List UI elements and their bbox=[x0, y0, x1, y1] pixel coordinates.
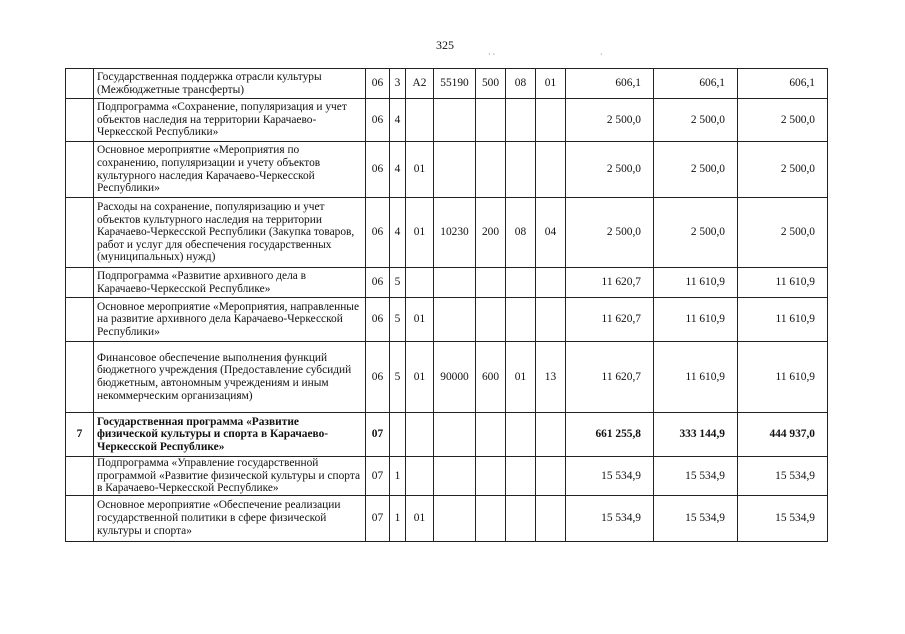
cell-code-5: 500 bbox=[476, 69, 506, 99]
cell-amount-1: 15 534,9 bbox=[566, 495, 654, 541]
cell-amount-3: 11 610,9 bbox=[738, 342, 828, 413]
cell-code-7: 13 bbox=[536, 342, 566, 413]
table-row bbox=[66, 495, 828, 541]
cell-amount-2: 333 144,9 bbox=[654, 413, 738, 457]
cell-code-7 bbox=[536, 457, 566, 496]
table-row bbox=[66, 268, 828, 298]
cell-code-5 bbox=[476, 413, 506, 457]
cell-code-4 bbox=[434, 413, 476, 457]
cell-code-1: 07 bbox=[366, 495, 390, 541]
cell-item-name: Основное мероприятие «Мероприятия по сохранению, популяризации и учету объектов культурного наследия Карачаево-Черкесской Республики» bbox=[94, 142, 366, 198]
cell-code-2: 4 bbox=[390, 99, 406, 142]
cell-code-6: 08 bbox=[506, 69, 536, 99]
cell-amount-1: 11 620,7 bbox=[566, 342, 654, 413]
cell-code-5 bbox=[476, 495, 506, 541]
cell-code-5: 600 bbox=[476, 342, 506, 413]
cell-amount-3: 15 534,9 bbox=[738, 457, 828, 496]
cell-code-4 bbox=[434, 457, 476, 496]
cell-code-1: 06 bbox=[366, 198, 390, 268]
cell-code-5 bbox=[476, 99, 506, 142]
cell-code-2: 5 bbox=[390, 298, 406, 342]
cell-number bbox=[66, 342, 94, 413]
table-row bbox=[66, 69, 828, 99]
cell-amount-2: 2 500,0 bbox=[654, 198, 738, 268]
cell-code-3 bbox=[406, 413, 434, 457]
cell-code-5 bbox=[476, 142, 506, 198]
cell-number bbox=[66, 198, 94, 268]
table-row bbox=[66, 142, 828, 198]
cell-amount-3: 2 500,0 bbox=[738, 142, 828, 198]
cell-number bbox=[66, 268, 94, 298]
cell-code-6 bbox=[506, 298, 536, 342]
cell-item-name: Государственная программа «Развитие физической культуры и спорта в Карачаево-Черкесской Республике» bbox=[94, 413, 366, 457]
cell-code-3: 01 bbox=[406, 342, 434, 413]
cell-amount-2: 15 534,9 bbox=[654, 457, 738, 496]
cell-amount-1: 606,1 bbox=[566, 69, 654, 99]
budget-table bbox=[65, 68, 828, 542]
cell-code-6: 01 bbox=[506, 342, 536, 413]
cell-amount-2: 2 500,0 bbox=[654, 142, 738, 198]
cell-code-3 bbox=[406, 99, 434, 142]
cell-code-6 bbox=[506, 268, 536, 298]
cell-amount-2: 11 610,9 bbox=[654, 298, 738, 342]
cell-code-3: 01 bbox=[406, 142, 434, 198]
cell-code-3 bbox=[406, 268, 434, 298]
cell-code-4: 10230 bbox=[434, 198, 476, 268]
cell-number: 7 bbox=[66, 413, 94, 457]
cell-item-name: Государственная поддержка отрасли культуры (Межбюджетные трансферты) bbox=[94, 69, 366, 99]
cell-item-name: Финансовое обеспечение выполнения функций бюджетного учреждения (Предоставление субсидий бюджетным, автономным учреждениям и иным некоммерческим организациям) bbox=[94, 342, 366, 413]
cell-number bbox=[66, 495, 94, 541]
cell-code-7: 01 bbox=[536, 69, 566, 99]
cell-code-6 bbox=[506, 99, 536, 142]
cell-item-name: Основное мероприятие «Мероприятия, направленные на развитие архивного дела Карачаево-Черкесской Республики» bbox=[94, 298, 366, 342]
cell-code-7: 04 bbox=[536, 198, 566, 268]
cell-amount-2: 2 500,0 bbox=[654, 99, 738, 142]
cell-code-4 bbox=[434, 268, 476, 298]
cell-number bbox=[66, 69, 94, 99]
cell-code-5: 200 bbox=[476, 198, 506, 268]
cell-code-5 bbox=[476, 268, 506, 298]
cell-code-2: 4 bbox=[390, 142, 406, 198]
cell-item-name: Подпрограмма «Управление государственной программой «Развитие физической культуры и спорта в Карачаево-Черкесской Республике» bbox=[94, 457, 366, 496]
cell-code-2 bbox=[390, 413, 406, 457]
table-body bbox=[66, 69, 828, 542]
cell-code-4 bbox=[434, 99, 476, 142]
cell-item-name: Подпрограмма «Развитие архивного дела в Карачаево-Черкесской Республике» bbox=[94, 268, 366, 298]
cell-amount-1: 2 500,0 bbox=[566, 198, 654, 268]
cell-amount-1: 11 620,7 bbox=[566, 298, 654, 342]
cell-code-3: 01 bbox=[406, 298, 434, 342]
cell-amount-3: 2 500,0 bbox=[738, 99, 828, 142]
cell-code-6 bbox=[506, 495, 536, 541]
table-row bbox=[66, 298, 828, 342]
cell-amount-3: 2 500,0 bbox=[738, 198, 828, 268]
cell-amount-1: 2 500,0 bbox=[566, 99, 654, 142]
cell-amount-2: 11 610,9 bbox=[654, 268, 738, 298]
cell-code-7 bbox=[536, 99, 566, 142]
cell-code-4 bbox=[434, 495, 476, 541]
cell-code-2: 4 bbox=[390, 198, 406, 268]
cell-amount-2: 15 534,9 bbox=[654, 495, 738, 541]
table-row bbox=[66, 198, 828, 268]
cell-amount-3: 11 610,9 bbox=[738, 268, 828, 298]
cell-item-name: Основное мероприятие «Обеспечение реализации государственной политики в сфере физической культуры и спорта» bbox=[94, 495, 366, 541]
cell-code-4: 55190 bbox=[434, 69, 476, 99]
cell-item-name: Расходы на сохранение, популяризацию и учет объектов культурного наследия на территории Карачаево-Черкесской Республики (Закупка товаров, работ и услуг для обеспечения государственных (муниципальных) нужд) bbox=[94, 198, 366, 268]
cell-code-6 bbox=[506, 457, 536, 496]
cell-code-1: 07 bbox=[366, 413, 390, 457]
cell-code-2: 5 bbox=[390, 268, 406, 298]
cell-amount-3: 606,1 bbox=[738, 69, 828, 99]
page-number: 325 bbox=[436, 38, 454, 52]
cell-code-5 bbox=[476, 298, 506, 342]
cell-amount-3: 15 534,9 bbox=[738, 495, 828, 541]
cell-amount-1: 661 255,8 bbox=[566, 413, 654, 457]
cell-code-7 bbox=[536, 413, 566, 457]
cell-amount-3: 444 937,0 bbox=[738, 413, 828, 457]
cell-code-3 bbox=[406, 457, 434, 496]
cell-code-2: 3 bbox=[390, 69, 406, 99]
table-row bbox=[66, 457, 828, 496]
cell-code-7 bbox=[536, 298, 566, 342]
cell-amount-1: 2 500,0 bbox=[566, 142, 654, 198]
cell-amount-2: 606,1 bbox=[654, 69, 738, 99]
cell-number bbox=[66, 142, 94, 198]
cell-code-7 bbox=[536, 495, 566, 541]
cell-amount-2: 11 610,9 bbox=[654, 342, 738, 413]
cell-code-3: 01 bbox=[406, 198, 434, 268]
cell-code-7 bbox=[536, 268, 566, 298]
cell-code-2: 5 bbox=[390, 342, 406, 413]
table-row bbox=[66, 99, 828, 142]
cell-code-5 bbox=[476, 457, 506, 496]
cell-code-1: 07 bbox=[366, 457, 390, 496]
cell-code-1: 06 bbox=[366, 142, 390, 198]
table-row bbox=[66, 413, 828, 457]
cell-code-1: 06 bbox=[366, 268, 390, 298]
cell-code-1: 06 bbox=[366, 298, 390, 342]
cell-code-3: 01 bbox=[406, 495, 434, 541]
cell-code-1: 06 bbox=[366, 69, 390, 99]
cell-code-4: 90000 bbox=[434, 342, 476, 413]
cell-code-6 bbox=[506, 142, 536, 198]
cell-code-7 bbox=[536, 142, 566, 198]
cell-item-name: Подпрограмма «Сохранение, популяризация и учет объектов наследия на территории Карачаево-Черкесской Республики» bbox=[94, 99, 366, 142]
cell-number bbox=[66, 99, 94, 142]
cell-code-1: 06 bbox=[366, 342, 390, 413]
cell-amount-3: 11 610,9 bbox=[738, 298, 828, 342]
cell-code-2: 1 bbox=[390, 495, 406, 541]
scan-mark: · bbox=[600, 50, 603, 59]
cell-amount-1: 11 620,7 bbox=[566, 268, 654, 298]
cell-number bbox=[66, 298, 94, 342]
cell-code-4 bbox=[434, 298, 476, 342]
cell-amount-1: 15 534,9 bbox=[566, 457, 654, 496]
cell-code-2: 1 bbox=[390, 457, 406, 496]
cell-code-1: 06 bbox=[366, 99, 390, 142]
cell-code-6: 08 bbox=[506, 198, 536, 268]
table-row bbox=[66, 342, 828, 413]
cell-number bbox=[66, 457, 94, 496]
cell-code-6 bbox=[506, 413, 536, 457]
cell-code-3: А2 bbox=[406, 69, 434, 99]
scan-mark: · · bbox=[488, 50, 496, 59]
cell-code-4 bbox=[434, 142, 476, 198]
